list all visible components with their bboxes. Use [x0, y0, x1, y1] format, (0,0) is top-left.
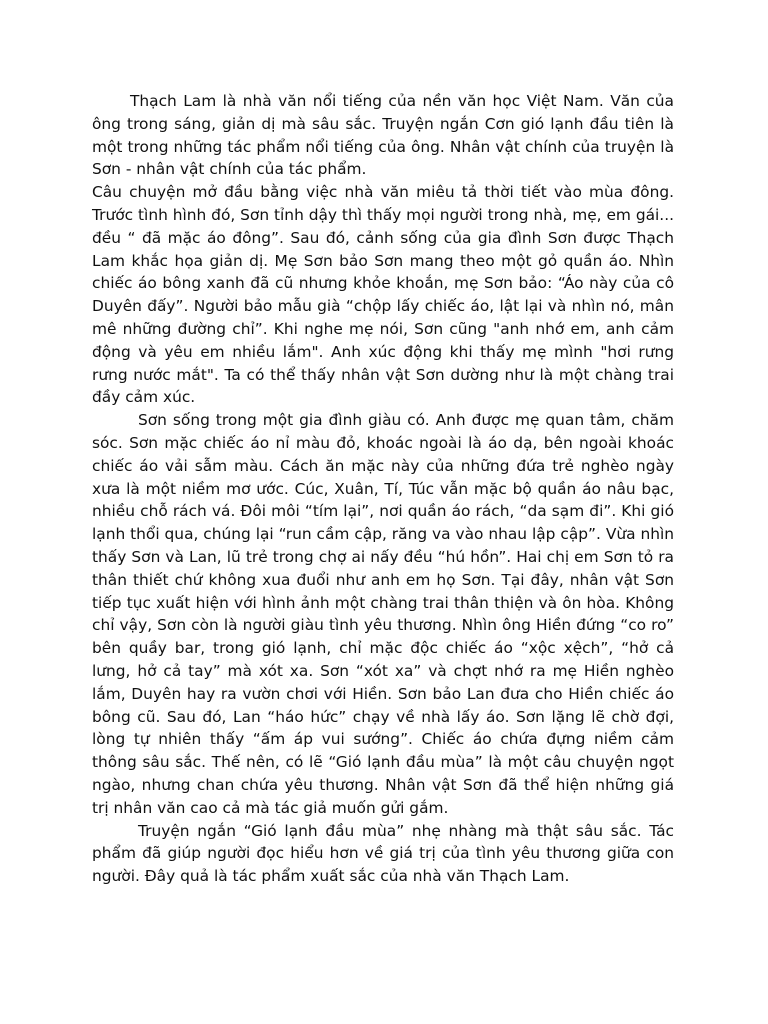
- paragraph-intro: Thạch Lam là nhà văn nổi tiếng của nền văn học Việt Nam. Văn của ông trong sáng, giản dị mà sâu sắc. Truyện ngắn Cơn gió lạnh đầu tiên là một trong những tác phẩm nổi tiếng của ông. Nhân vật chính của truyện là Sơn - nhân vật chính của tác phẩm.: [92, 92, 674, 179]
- paragraph-son-character: Sơn sống trong một gia đình giàu có. Anh được mẹ quan tâm, chăm sóc. Sơn mặc chiếc áo nỉ màu đỏ, khoác ngoài là áo dạ, bên ngoài khoác chiếc áo vải sẫm màu. Cách ăn mặc này của những đứa trẻ nghèo ngày xưa là một niềm mơ ước. Cúc, Xuân, Tí, Túc vẫn mặc bộ quần áo nâu bạc, nhiều chỗ rách vá. Đôi môi “tím lại”, nơi quần áo rách, “da sạm đi”. Khi gió lạnh thổi qua, chúng lại “run cầm cập, răng va vào nhau lập cập”. Vừa nhìn thấy Sơn và Lan, lũ trẻ trong chợ ai nấy đều “hú hồn”. Hai chị em Sơn tỏ ra thân thiết chứ không xua đuổi như anh em họ Sơn. Tại đây, nhân vật Sơn tiếp tục xuất hiện với hình ảnh một chàng trai thân thiện và ôn hòa. Không chỉ vậy, Sơn còn là người giàu tình yêu thương. Nhìn ông Hiền đứng “co ro” bên quầy bar, trong gió lạnh, chỉ mặc độc chiếc áo “xộc xệch”, “hở cả lưng, hở cả tay” mà xót xa. Sơn “xót xa” và chợt nhớ ra mẹ Hiền nghèo lắm, Duyên hay ra vườn chơi với Hiền. Sơn bảo Lan đưa cho Hiền chiếc áo bông cũ. Sau đó, Lan “háo hức” chạy về nhà lấy áo. Sơn lặng lẽ chờ đợi, lòng tự nhiên thấy “ấm áp vui sướng”. Chiếc áo chứa đựng niềm cảm thông sâu sắc. Thế nên, có lẽ “Gió lạnh đầu mùa” là một câu chuyện ngọt ngào, nhưng chan chứa yêu thương. Nhân vật Sơn đã thể hiện những giá trị nhân văn cao cả mà tác giả muốn gửi gắm.: [92, 411, 674, 817]
- paragraph-conclusion: Truyện ngắn “Gió lạnh đầu mùa” nhẹ nhàng mà thật sâu sắc. Tác phẩm đã giúp người đọc hiểu hơn về giá trị của tình yêu thương giữa con người. Đây quả là tác phẩm xuất sắc của nhà văn Thạch Lam.: [92, 821, 674, 886]
- paragraph-story-opening: Câu chuyện mở đầu bằng việc nhà văn miêu tả thời tiết vào mùa đông. Trước tình hình đó, Sơn tỉnh dậy thì thấy mọi người trong nhà, mẹ, em gái... đều “ đã mặc áo đông”. Sau đó, cảnh sống của gia đình Sơn được Thạch Lam khắc họa giản dị. Mẹ Sơn bảo Sơn mang theo một gỏ quần áo. Nhìn chiếc áo bông xanh đã cũ nhưng khỏe khoắn, mẹ Sơn bảo: “Áo này của cô Duyên đấy”. Người bảo mẫu già “chộp lấy chiếc áo, lật lại và nhìn nó, mân mê những đường chỉ”. Khi nghe mẹ nói, Sơn cũng "anh nhớ em, anh cảm động và yêu em nhiều lắm". Anh xúc động khi thấy mẹ mình "hơi rưng rưng nước mắt". Ta có thể thấy nhân vật Sơn dường như là một chàng trai đầy cảm xúc.: [92, 183, 674, 407]
- document-body: [92, 90, 674, 888]
